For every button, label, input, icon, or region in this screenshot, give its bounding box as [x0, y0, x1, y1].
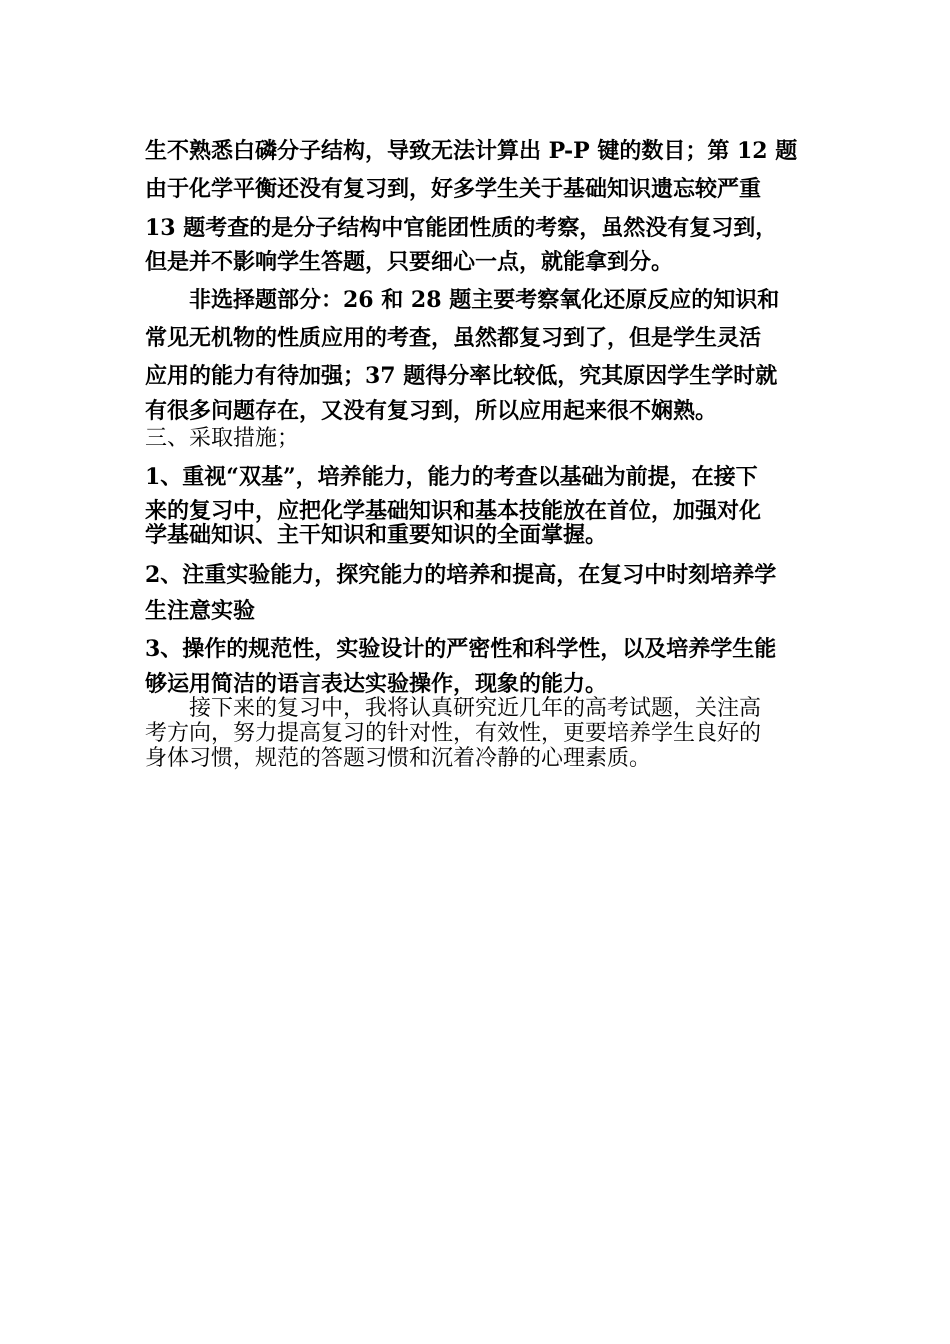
- text-line: 非选择题部分：26 和 28 题主要考察氧化还原反应的知识和: [189, 287, 780, 313]
- text-line: 身体习惯，规范的答题习惯和沉着冷静的心理素质。: [145, 746, 652, 771]
- text-line: 生不熟悉白磷分子结构，导致无法计算出 P-P 键的数目；第 12 题: [145, 138, 798, 164]
- section-heading: 三、采取措施；: [145, 426, 300, 451]
- text-line: 3、操作的规范性，实验设计的严密性和科学性，以及培养学生能: [145, 636, 777, 662]
- text-line: 2、注重实验能力，探究能力的培养和提高，在复习中时刻培养学: [145, 562, 777, 588]
- text-line: 生注意实验: [145, 598, 256, 624]
- text-line: 1、重视“双基”，培养能力，能力的考查以基础为前提，在接下: [145, 464, 758, 490]
- text-line: 够运用简洁的语言表达实验操作，现象的能力。: [145, 671, 608, 697]
- text-line: 接下来的复习中，我将认真研究近几年的高考试题，关注高: [189, 696, 762, 721]
- text-line: 但是并不影响学生答题，只要细心一点，就能拿到分。: [145, 249, 674, 275]
- text-line: 由于化学平衡还没有复习到，好多学生关于基础知识遗忘较严重: [145, 176, 762, 202]
- text-line: 常见无机物的性质应用的考查，虽然都复习到了，但是学生灵活: [145, 325, 762, 351]
- text-line: 有很多问题存在，又没有复习到，所以应用起来很不娴熟。: [145, 398, 718, 424]
- text-line: 来的复习中，应把化学基础知识和基本技能放在首位，加强对化: [145, 498, 762, 524]
- text-line: 学基础知识、主干知识和重要知识的全面掌握。: [145, 522, 608, 548]
- text-line: 应用的能力有待加强；37 题得分率比较低，究其原因学生学时就: [145, 363, 778, 389]
- text-line: 13 题考查的是分子结构中官能团性质的考察，虽然没有复习到，: [145, 215, 778, 241]
- text-line: 考方向，努力提高复习的针对性，有效性，更要培养学生良好的: [145, 721, 762, 746]
